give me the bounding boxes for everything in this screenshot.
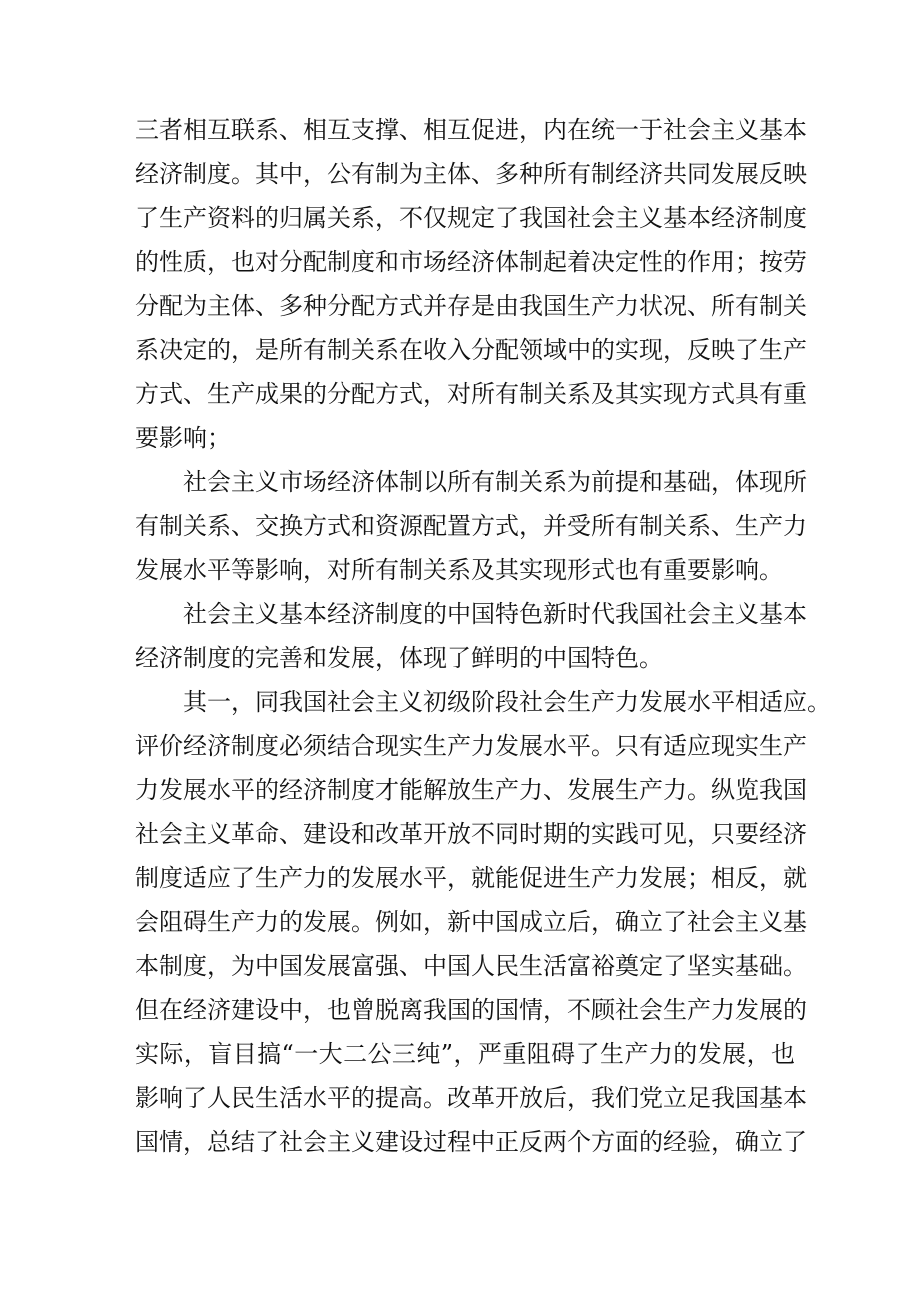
text-line: 方式、生产成果的分配方式，对所有制关系及其实现方式具有重 (135, 380, 807, 408)
paragraph-first-line: 社会主义基本经济制度的中国特色新时代我国社会主义基本 (183, 600, 807, 628)
text-line: 发展水平等影响，对所有制关系及其实现形式也有重要影响。 (135, 556, 783, 584)
text-line: 本制度，为中国发展富强、中国人民生活富裕奠定了坚实基础。 (135, 952, 807, 980)
text-line: 要影响； (135, 424, 231, 452)
text-line: 力发展水平的经济制度才能解放生产力、发展生产力。纵览我国 (135, 776, 807, 804)
text-line: 三者相互联系、相互支撑、相互促进，内在统一于社会主义基本 (135, 116, 807, 144)
text-line: 会阻碍生产力的发展。例如，新中国成立后，确立了社会主义基 (135, 908, 807, 936)
paragraph-first-line: 社会主义市场经济体制以所有制关系为前提和基础，体现所 (183, 468, 807, 496)
paragraph-first-line: 其一，同我国社会主义初级阶段社会生产力发展水平相适应。 (183, 688, 831, 716)
text-line: 分配为主体、多种分配方式并存是由我国生产力状况、所有制关 (135, 292, 807, 320)
text-line: 评价经济制度必须结合现实生产力发展水平。只有适应现实生产 (135, 732, 807, 760)
text-line: 制度适应了生产力的发展水平，就能促进生产力发展；相反，就 (135, 864, 807, 892)
text-line: 国情，总结了社会主义建设过程中正反两个方面的经验，确立了 (135, 1128, 807, 1156)
text-line: 影响了人民生活水平的提高。改革开放后，我们党立足我国基本 (135, 1084, 807, 1112)
text-line: 但在经济建设中，也曾脱离我国的国情，不顾社会生产力发展的 (135, 996, 807, 1024)
text-line: 经济制度。其中，公有制为主体、多种所有制经济共同发展反映 (135, 160, 807, 188)
text-line: 系决定的，是所有制关系在收入分配领域中的实现，反映了生产 (135, 336, 807, 364)
text-line: 社会主义革命、建设和改革开放不同时期的实践可见，只要经济 (135, 820, 807, 848)
text-line: 有制关系、交换方式和资源配置方式，并受所有制关系、生产力 (135, 512, 807, 540)
text-line: 实际，盲目搞“一大二公三纯”，严重阻碍了生产力的发展，也 (135, 1040, 795, 1068)
text-line: 了生产资料的归属关系，不仅规定了我国社会主义基本经济制度 (135, 204, 807, 232)
text-line: 经济制度的完善和发展，体现了鲜明的中国特色。 (135, 644, 663, 672)
text-line: 的性质，也对分配制度和市场经济体制起着决定性的作用；按劳 (135, 248, 807, 276)
